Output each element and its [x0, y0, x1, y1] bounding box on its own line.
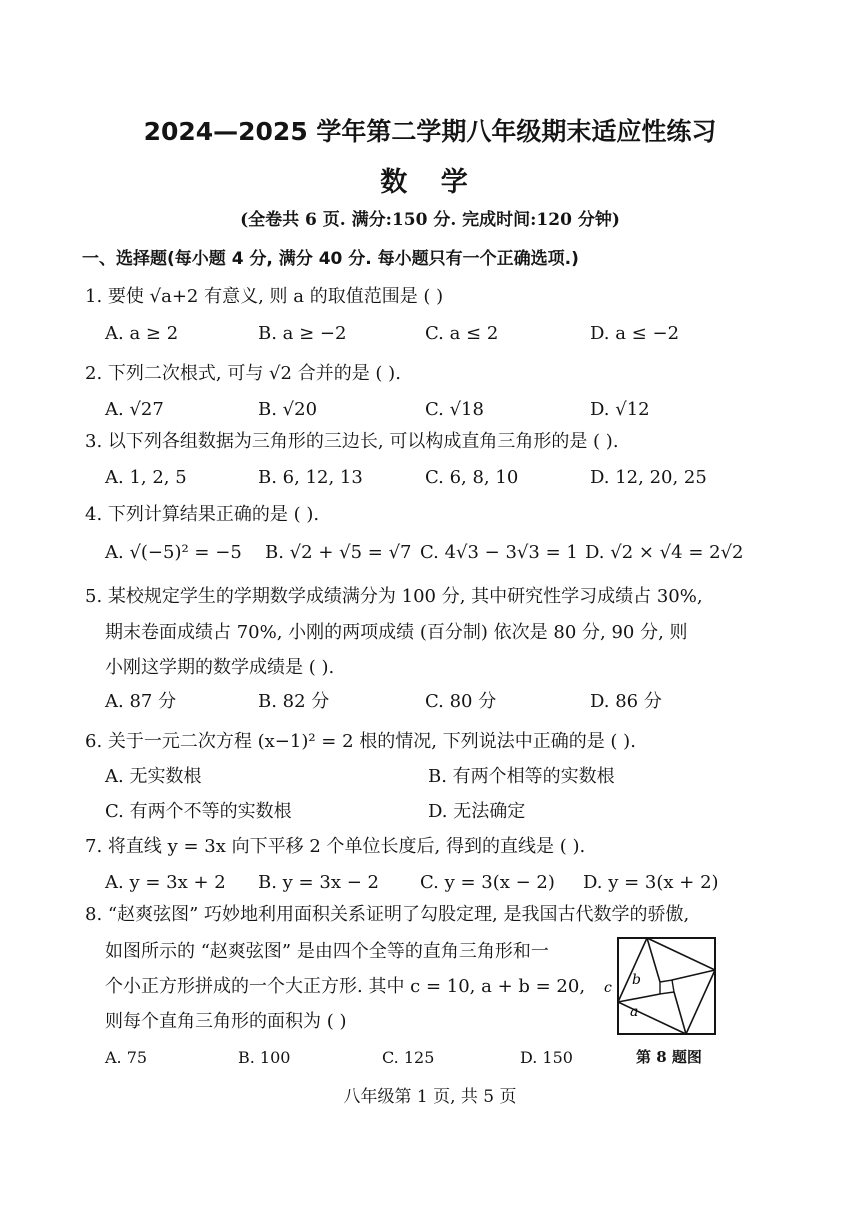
question-8-stem-line-1: 8. “赵爽弦图” 巧妙地利用面积关系证明了勾股定理, 是我国古代数学的骄傲, — [85, 904, 690, 925]
q2-option-b: B. √20 — [258, 399, 318, 420]
q1-option-d: D. a ≤ −2 — [590, 323, 680, 344]
q4-option-a: A. √(−5)² = −5 — [105, 542, 242, 563]
q5-option-a: A. 87 分 — [105, 691, 177, 712]
q2-option-c: C. √18 — [425, 399, 484, 420]
question-8-stem-line-3: 个小正方形拼成的一个大正方形. 其中 c = 10, a + b = 20, — [105, 976, 586, 997]
q8-option-b: B. 100 — [238, 1048, 291, 1067]
q3-option-c: C. 6, 8, 10 — [425, 467, 519, 488]
q1-option-a: A. a ≥ 2 — [105, 323, 179, 344]
q6-option-d: D. 无法确定 — [428, 801, 526, 822]
q5-option-d: D. 86 分 — [590, 691, 662, 712]
page-footer: 八年级第 1 页, 共 5 页 — [343, 1087, 517, 1107]
triangle-leg-3 — [674, 992, 686, 1034]
q7-option-c: C. y = 3(x − 2) — [420, 872, 555, 893]
triangle-leg-2 — [672, 970, 715, 980]
q1-option-c: C. a ≤ 2 — [425, 323, 499, 344]
triangle-leg-1 — [647, 938, 660, 982]
triangle-leg-4 — [618, 994, 660, 1002]
q7-option-d: D. y = 3(x + 2) — [583, 872, 719, 893]
q8-option-d: D. 150 — [520, 1048, 573, 1067]
subject-title: 数 学 — [380, 167, 480, 198]
q1-option-b: B. a ≥ −2 — [258, 323, 347, 344]
zhao-shuang-diagram — [600, 932, 730, 1042]
q4-option-b: B. √2 + √5 = √7 — [265, 542, 412, 563]
question-3-stem: 3. 以下列各组数据为三角形的三边长, 可以构成直角三角形的是 ( ). — [85, 431, 619, 452]
question-4-stem: 4. 下列计算结果正确的是 ( ). — [85, 504, 320, 525]
q2-option-a: A. √27 — [105, 399, 164, 420]
q7-option-b: B. y = 3x − 2 — [258, 872, 379, 893]
label-a: a — [630, 1004, 639, 1020]
question-2-stem: 2. 下列二次根式, 可与 √2 合并的是 ( ). — [85, 363, 401, 384]
question-6-stem: 6. 关于一元二次方程 (x−1)² = 2 根的情况, 下列说法中正确的是 ( ). — [85, 731, 636, 752]
question-8-stem-line-4: 则每个直角三角形的面积为 ( ) — [105, 1011, 347, 1032]
q5-option-b: B. 82 分 — [258, 691, 330, 712]
q6-option-a: A. 无实数根 — [105, 766, 202, 787]
q7-option-a: A. y = 3x + 2 — [105, 872, 226, 893]
question-8-stem-line-2: 如图所示的 “赵爽弦图” 是由四个全等的直角三角形和一 — [105, 941, 549, 962]
q8-option-a: A. 75 — [105, 1048, 148, 1067]
question-5-stem-line-3: 小刚这学期的数学成绩是 ( ). — [105, 657, 335, 678]
question-7-stem: 7. 将直线 y = 3x 向下平移 2 个单位长度后, 得到的直线是 ( ). — [85, 836, 586, 857]
label-b: b — [632, 972, 641, 988]
q2-option-d: D. √12 — [590, 399, 650, 420]
q6-option-b: B. 有两个相等的实数根 — [428, 766, 615, 787]
q8-option-c: C. 125 — [382, 1048, 435, 1067]
q4-option-c: C. 4√3 − 3√3 = 1 — [420, 542, 578, 563]
question-5-stem-line-2: 期末卷面成绩占 70%, 小刚的两项成绩 (百分制) 依次是 80 分, 90 分, 则 — [105, 622, 688, 643]
question-1-stem: 1. 要使 √a+2 有意义, 则 a 的取值范围是 ( ) — [85, 286, 444, 307]
question-5-stem-line-1: 5. 某校规定学生的学期数学成绩满分为 100 分, 其中研究性学习成绩占 30%, — [85, 586, 703, 607]
q3-option-b: B. 6, 12, 13 — [258, 467, 363, 488]
exam-info: (全卷共 6 页. 满分:150 分. 完成时间:120 分钟) — [240, 210, 620, 230]
q4-option-d: D. √2 × √4 = 2√2 — [585, 542, 744, 563]
label-c: c — [604, 980, 612, 996]
small-center-square — [660, 980, 674, 994]
q3-option-d: D. 12, 20, 25 — [590, 467, 707, 488]
q3-option-a: A. 1, 2, 5 — [105, 467, 187, 488]
q5-option-c: C. 80 分 — [425, 691, 497, 712]
section-heading: 一、选择题(每小题 4 分, 满分 40 分. 每小题只有一个正确选项.) — [82, 249, 579, 269]
figure-caption: 第 8 题图 — [636, 1048, 702, 1066]
exam-title: 2024—2025 学年第二学期八年级期末适应性练习 — [143, 117, 717, 146]
q6-option-c: C. 有两个不等的实数根 — [105, 801, 292, 822]
